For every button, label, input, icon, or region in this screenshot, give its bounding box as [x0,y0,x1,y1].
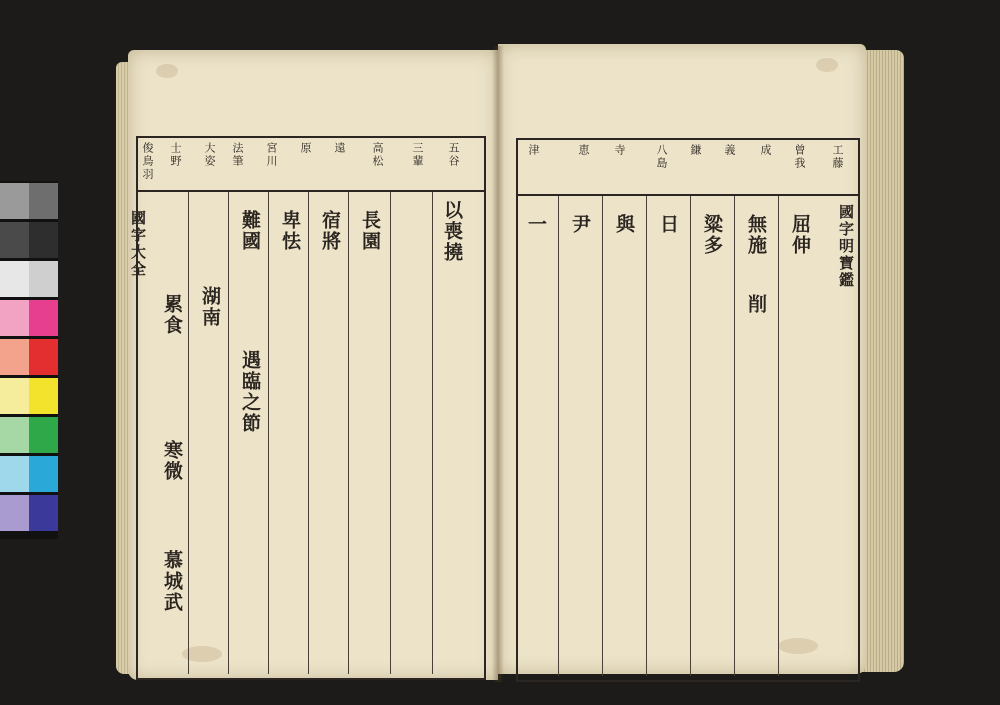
left-header-entry: 三輩 [411,142,424,168]
right-column-text: 無施 [745,214,767,256]
right-header-entry: 寺 [613,144,626,157]
left-column-text: 慕城武 [161,550,183,613]
color-swatch [0,495,29,531]
color-swatch [29,300,58,336]
left-header-entry: 士野 [169,142,182,168]
color-swatch [0,183,29,219]
color-swatch [29,261,58,297]
right-page-edges [862,50,904,672]
color-swatch [29,417,58,453]
right-column-text: 一 [525,214,547,235]
left-header-entry: 大姿 [203,142,216,168]
color-swatch [0,261,29,297]
color-swatch [29,495,58,531]
left-page [128,50,498,680]
right-page [498,44,866,674]
left-header-entry: 原 [299,142,312,155]
left-header-entry: 俊鳥羽 [141,142,154,181]
left-column-text: 累食 [161,294,183,336]
color-swatch [0,222,29,258]
left-header-entry: 宮川 [265,142,278,168]
left-header-entry: 五谷 [447,142,460,168]
right-header-entry: 工藤 [831,144,844,170]
color-swatch [0,300,29,336]
color-swatch [29,456,58,492]
right-column-text: 削 [745,294,767,315]
left-column-text: 寒微 [161,440,183,482]
color-swatch [29,222,58,258]
right-header-entry: 津 [527,144,540,157]
left-column-text: 長園 [359,210,381,252]
right-column-text: 粱多 [701,214,723,256]
right-header-entry: 恵 [577,144,590,157]
color-swatch [0,378,29,414]
left-column-text: 湖南 [199,286,221,328]
book-gutter [492,46,504,682]
right-column-text: 與 [613,214,635,235]
right-running-title: 國字明寶鑑 [837,204,855,289]
left-running-title: 國字大全 [129,210,147,278]
right-header-entry: 義 [723,144,736,157]
left-column-text: 以喪撓 [441,200,463,263]
right-column-text: 屈伸 [789,214,811,256]
left-column-text: 遇臨之節 [239,350,261,434]
color-calibration-chart [0,181,58,539]
color-swatch [0,417,29,453]
color-swatch [29,183,58,219]
color-swatch [0,456,29,492]
left-column-text: 卑怯 [279,210,301,252]
left-header-entry: 高松 [371,142,384,168]
left-column-text: 宿將 [319,210,341,252]
color-swatch [29,339,58,375]
right-column-text: 尹 [569,214,591,235]
right-header-entry: 成 [759,144,772,157]
right-header-band [516,138,860,196]
right-header-entry: 鎌 [689,144,702,157]
right-header-entry: 八島 [655,144,668,170]
right-header-entry: 曾我 [793,144,806,170]
color-swatch [0,339,29,375]
left-column-text: 難國 [239,210,261,252]
left-header-entry: 遠 [333,142,346,155]
left-header-entry: 法筆 [231,142,244,168]
color-swatch [29,378,58,414]
right-column-text: 日 [657,214,679,235]
